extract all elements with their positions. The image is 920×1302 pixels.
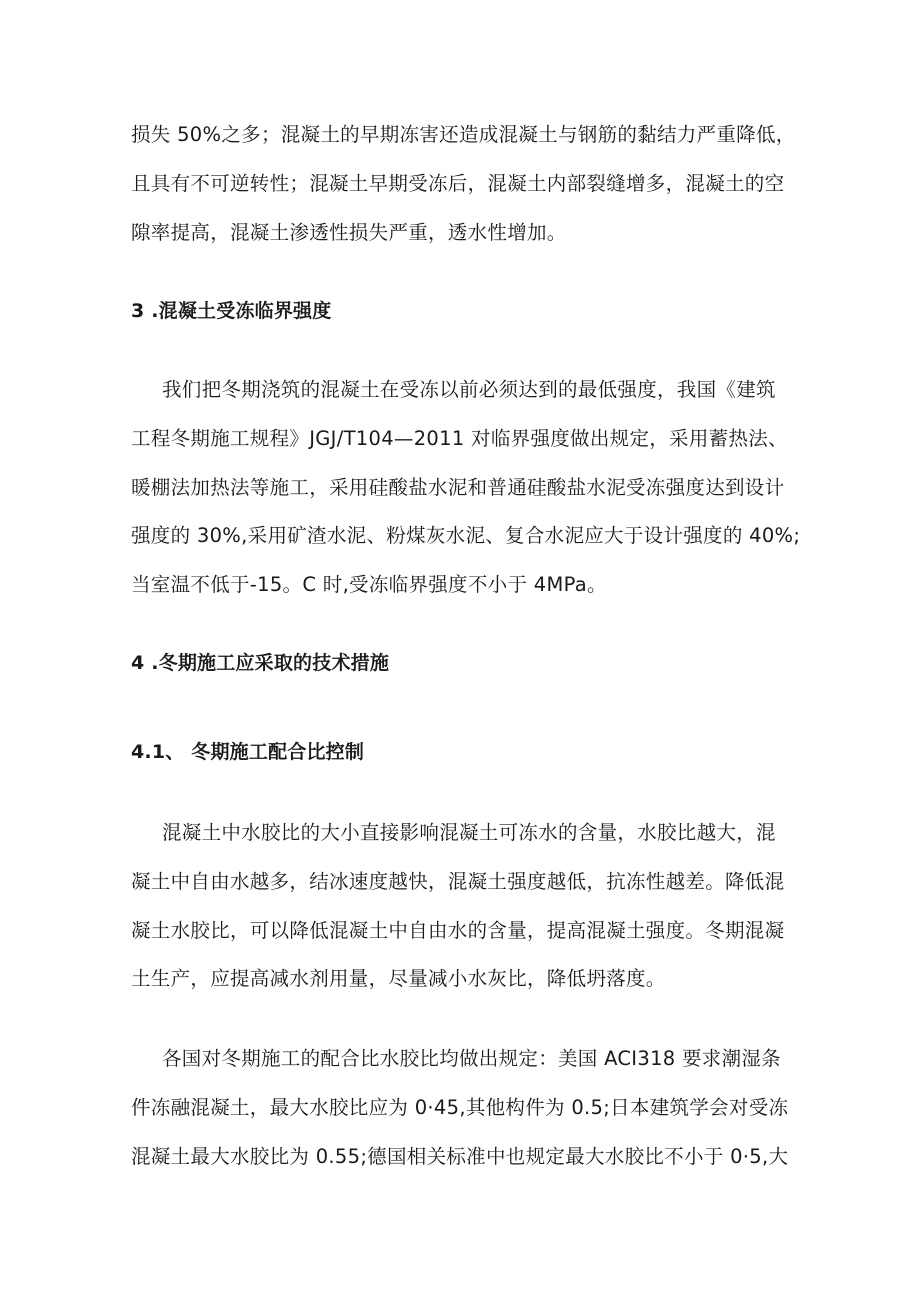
para1-line-3: 隙率提高，混凝土渗透性损失严重，透水性增加。	[131, 221, 567, 244]
para3-line-1: 混凝土中水胶比的大小直接影响混凝土可冻水的含量，水胶比越大，混	[162, 821, 776, 844]
para2-line-3: 暖棚法加热法等施工，采用硅酸盐水泥和普通硅酸盐水泥受冻强度达到设计	[131, 476, 785, 499]
para3-line-4: 土生产，应提高减水剂用量，尽量减小水灰比，降低坍落度。	[131, 967, 666, 990]
para1-line-2: 且具有不可逆转性；混凝土早期受冻后，混凝土内部裂缝增多，混凝土的空	[131, 172, 785, 195]
para4-line-3: 混凝土最大水胶比为 0.55;德国相关标准中也规定最大水胶比不小于 0·5,大	[131, 1145, 789, 1168]
para2-line-5: 当室温不低于-15。C 时,受冻临界强度不小于 4MPa。	[131, 573, 607, 596]
para3-line-2: 凝土中自由水越多，结冰速度越快，混凝土强度越低，抗冻性越差。降低混	[131, 870, 785, 893]
section-3-heading: 3 .混凝土受冻临界强度	[131, 300, 332, 322]
para3-line-3: 凝土水胶比，可以降低混凝土中自由水的含量，提高混凝土强度。冬期混凝	[131, 919, 785, 942]
para4-line-2: 件冻融混凝土，最大水胶比应为 0·45,其他构件为 0.5;日本建筑学会对受冻	[131, 1096, 789, 1119]
section-4-1-heading: 4.1、 冬期施工配合比控制	[131, 741, 365, 763]
para4-line-1: 各国对冬期施工的配合比水胶比均做出规定：美国 ACI318 要求潮湿条	[162, 1047, 781, 1070]
para2-line-1: 我们把冬期浇筑的混凝土在受冻以前必须达到的最低强度，我国《建筑	[162, 378, 776, 401]
para2-line-2: 工程冬期施工规程》JGJ/T104—2011 对临界强度做出规定，采用蓄热法、	[131, 427, 788, 450]
para2-line-4: 强度的 30%,采用矿渣水泥、粉煤灰水泥、复合水泥应大于设计强度的 40%;	[131, 524, 801, 547]
section-4-heading: 4 .冬期施工应采取的技术措施	[131, 652, 390, 674]
para1-line-1: 损失 50%之多；混凝土的早期冻害还造成混凝土与钢筋的黏结力严重降低，	[131, 123, 796, 146]
